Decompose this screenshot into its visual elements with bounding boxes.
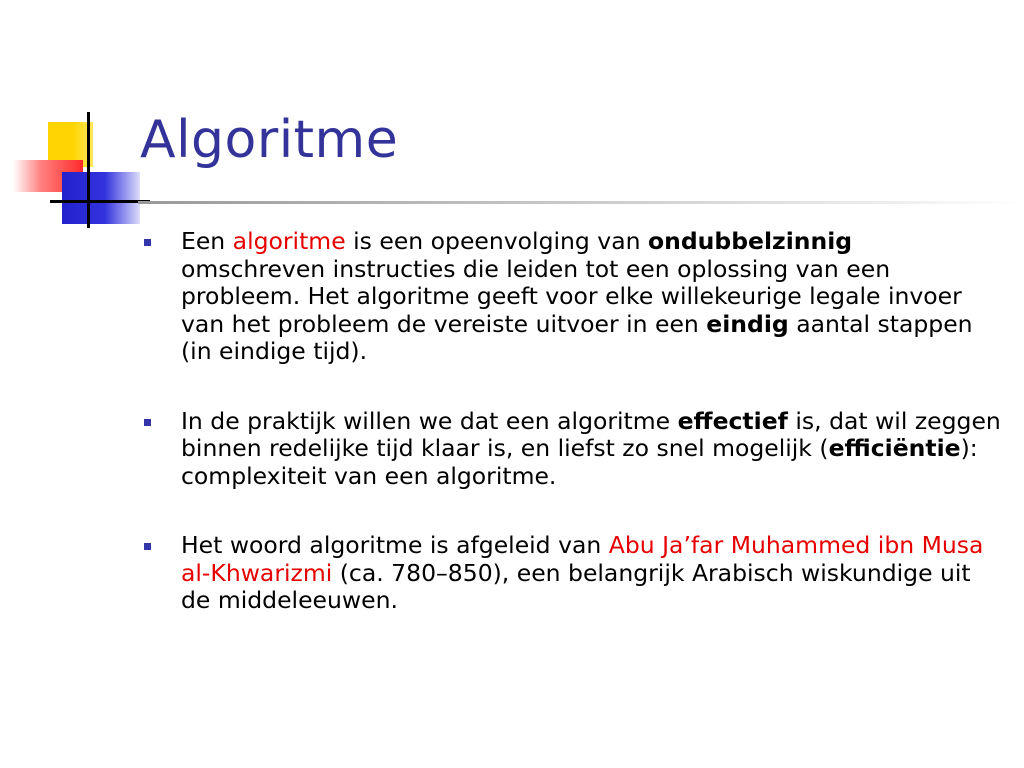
text-segment: (ca. 780–850), een belangrijk Arabisch wiskundige uit de middeleeuwen. [181,558,971,614]
vertical-line-decoration [87,112,90,228]
text-segment: ): complexiteit van een algoritme. [181,434,978,490]
highlight-term-algoritme: algoritme [232,227,346,255]
highlight-name-al-khwarizmi: Abu Ja’far Muhammed ibn Musa al-Khwarizmi [181,531,984,587]
bold-term-effectief: effectief [677,406,788,435]
bold-term-efficientie: efficiëntie [828,434,961,462]
text-segment: is, dat wil zeggen binnen redelijke tijd klaar is, en liefst zo snel mogelijk ( [181,406,1001,462]
text-segment: omschreven instructies die leiden tot een oplossing van een probleem. Het algoritme geeft voor elke willekeurige legale invoer van het probleem de vereiste uitvoer in een [181,254,962,338]
horizontal-line-decoration [50,200,150,203]
bullet-item-effectiveness [142,408,1002,491]
bullet-item-etymology [142,532,1002,615]
bullet-list [142,228,1002,657]
decorative-logo-blocks [0,0,150,240]
bold-term-ondubbelzinnig: ondubbelzinnig [647,227,853,255]
text-segment: In de praktijk willen we dat een algoritme [181,406,678,435]
square-bullet-icon [144,239,151,246]
text-segment: is een opeenvolging van [345,227,648,255]
title-underline-rule [138,201,1024,204]
square-bullet-icon [144,543,151,550]
square-bullet-icon [144,419,151,426]
text-segment: Het woord algoritme is afgeleid van [181,531,609,559]
bold-term-eindig: eindig [706,309,789,338]
text-segment: Een [181,227,233,255]
bullet-item-definition [142,228,1002,366]
slide-title: Algoritme [140,110,399,170]
blue-square-decoration [62,172,140,224]
text-segment: aantal stappen (in eindige tijd). [181,309,973,365]
